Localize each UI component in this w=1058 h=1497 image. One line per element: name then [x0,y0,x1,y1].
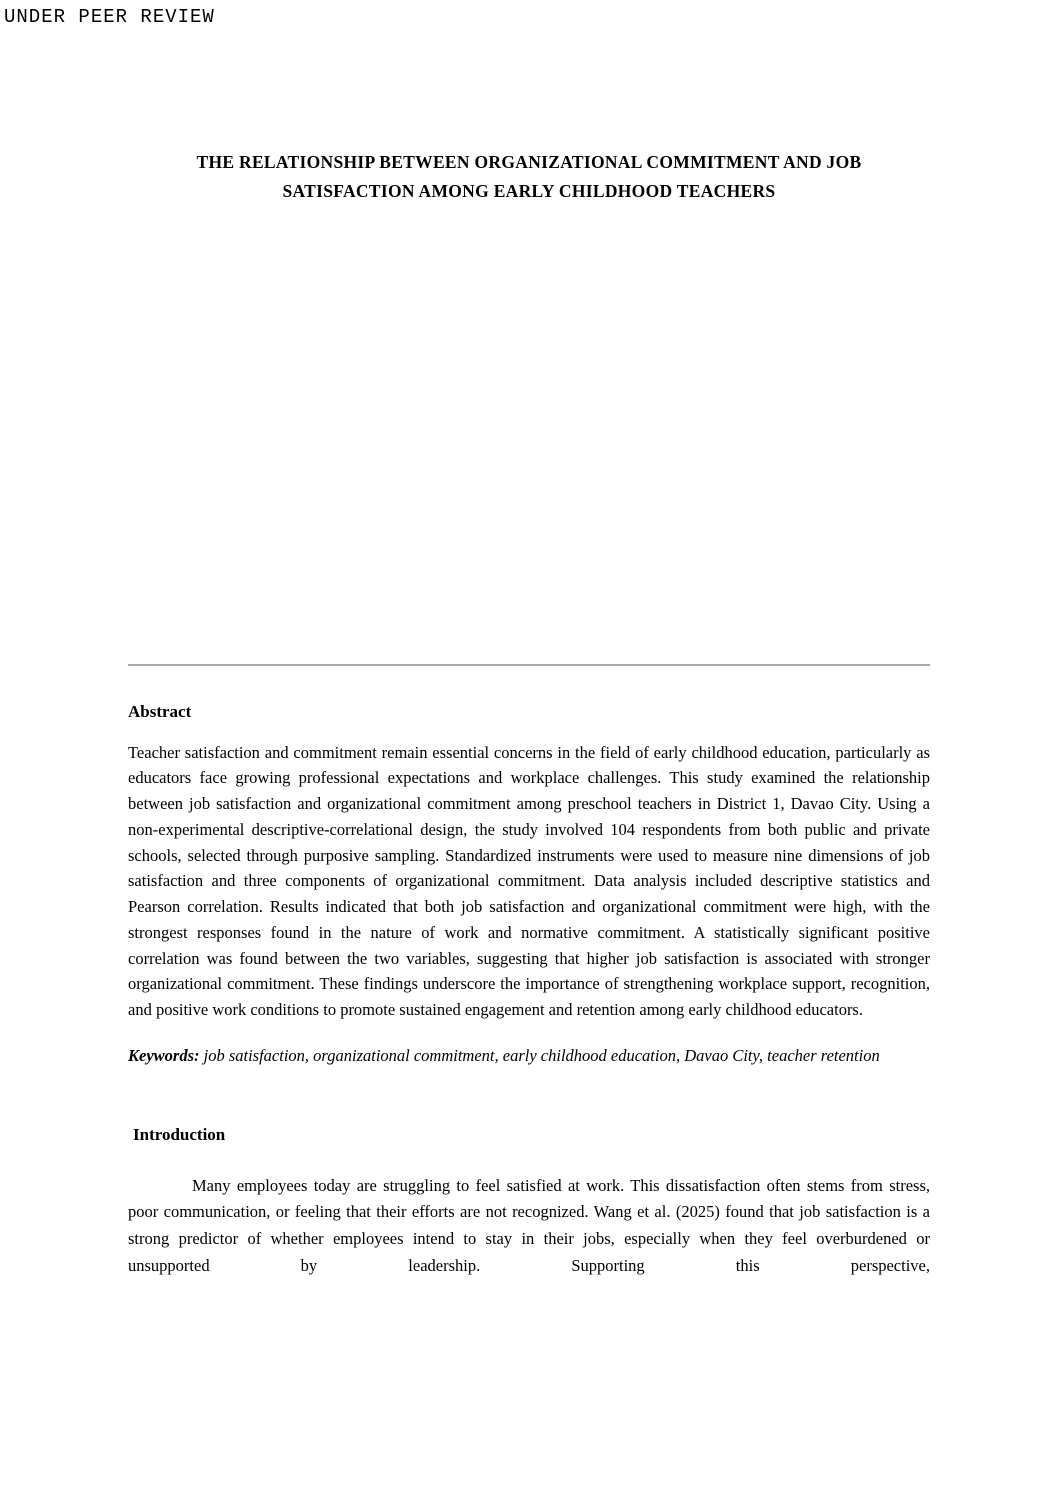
introduction-paragraph: Many employees today are struggling to feel satisfied at work. This dissatisfaction often stems from stress, poor communication, or feeling that their efforts are not recognized. Wang et al. (2025) found that job satisfaction is a strong predictor of whether employees intend to stay in their jobs, especially when they feel overburdened or unsupported by leadership. Supporting this perspective, [128,1175,930,1276]
keywords-label: Keywords: [128,1045,200,1065]
section-divider [128,664,930,666]
keywords-line [128,1043,930,1069]
abstract-heading: Abstract [128,701,192,721]
introduction-heading: Introduction [133,1124,226,1144]
paper-title-line-2: SATISFACTION AMONG EARLY CHILDHOOD TEACHERS [282,180,776,201]
paper-title [128,148,930,206]
abstract-body: Teacher satisfaction and commitment remain essential concerns in the field of early childhood education, particularly as educators face growing professional expectations and workplace challenges. This study examined the relationship between job satisfaction and organizational commitment among preschool teachers in District 1, Davao City. Using a non-experimental descriptive-correlational design, the study involved 104 respondents from both public and private schools, selected through purposive sampling. Standardized instruments were used to measure nine dimensions of job satisfaction and three components of organizational commitment. Data analysis included descriptive statistics and Pearson correlation. Results indicated that both job satisfaction and organizational commitment were high, with the strongest responses found in the nature of work and normative commitment. A statistically significant positive correlation was found between the two variables, suggesting that higher job satisfaction is associated with stronger organizational commitment. These findings underscore the importance of strengthening workplace support, recognition, and positive work conditions to promote sustained engagement and retention among early childhood educators. [128,742,930,1020]
keywords-text: job satisfaction, organizational commitment, early childhood education, Davao City, teacher retention [199,1045,880,1065]
peer-review-watermark: UNDER PEER REVIEW [4,6,215,28]
paper-title-line-1: THE RELATIONSHIP BETWEEN ORGANIZATIONAL COMMITMENT AND JOB [196,152,862,172]
